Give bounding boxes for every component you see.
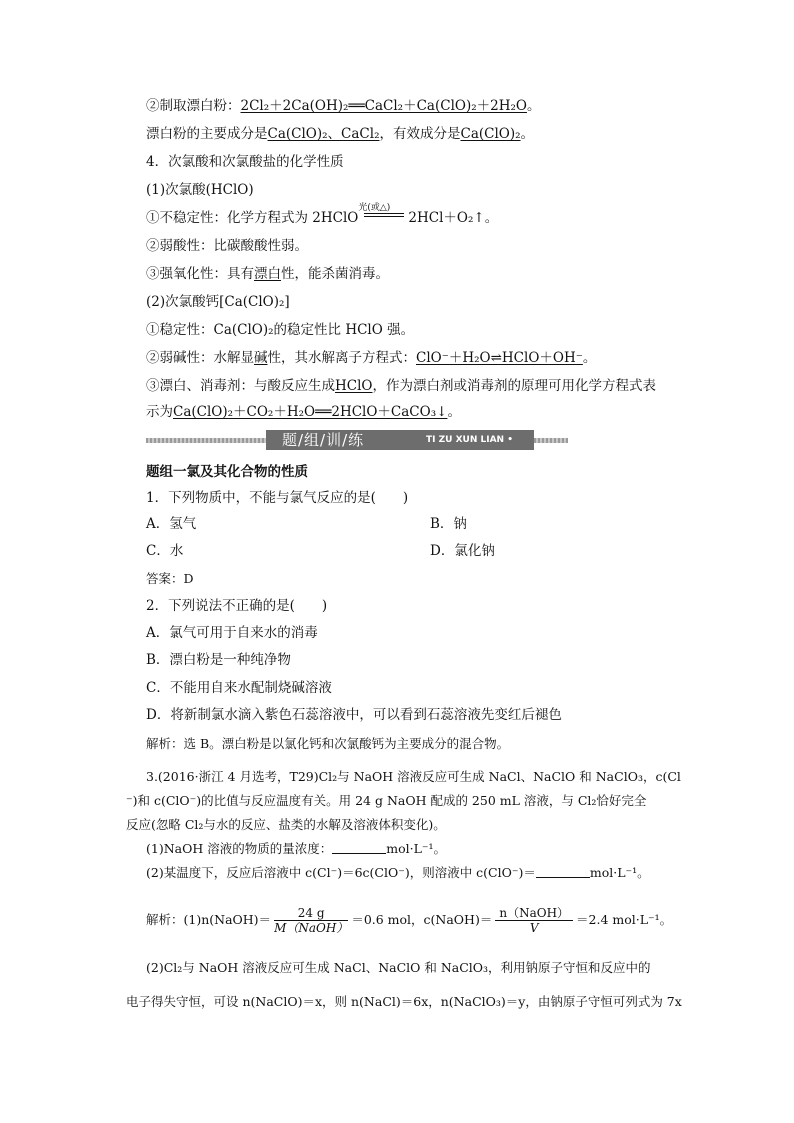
q1-option-d: D．氯化钠 <box>430 543 495 559</box>
exercise-banner <box>146 430 568 450</box>
hclo-instability-line: ①不稳定性：化学方程式为 2HClO 光(或△) 2HCl＋O₂↑。 <box>146 208 498 228</box>
q2-option-c: C．不能用自来水配制烧碱溶液 <box>146 680 332 696</box>
q1-option-a: A．氢气 <box>146 516 197 532</box>
caclo-weak-base-line: ②弱碱性：水解显碱性，其水解离子方程式：ClO⁻＋H₂O⇌HClO＋OH⁻。 <box>146 350 597 366</box>
q1-option-c: C．水 <box>146 543 184 559</box>
explanation-part-2-line-1: (2)Cl₂与 NaOH 溶液反应可生成 NaCl、NaClO 和 NaClO₃，利用钠原子守恒和反应中的 <box>146 960 651 975</box>
bleach-equation: 2Cl₂＋2Ca(OH)₂══CaCl₂＋Ca(ClO)₂＋2H₂O <box>240 98 527 114</box>
fraction-n-over-m: $\frac{24 g}{\text{M（NaOH）}}$ <box>274 906 349 935</box>
q1-option-b: B．钠 <box>430 516 467 532</box>
answer-blank-1[interactable] <box>332 841 386 854</box>
q1-answer: 答案：D <box>146 571 194 586</box>
bleach-prep-line: ②制取漂白粉：2Cl₂＋2Ca(OH)₂══CaCl₂＋Ca(ClO)₂＋2H₂O。 <box>146 98 541 114</box>
question-3-line-3: 反应(忽略 Cl₂与水的反应、盐类的水解及溶液体积变化)。 <box>126 817 446 832</box>
caclo-heading: (2)次氯酸钙[Ca(ClO)₂] <box>146 294 290 310</box>
caclo-disinfectant-equation-line: 示为Ca(ClO)₂＋CO₂＋H₂O══2HClO＋CaCO₃↓。 <box>146 404 461 420</box>
q2-option-a: A．氯气可用于自来水的消毒 <box>146 625 318 641</box>
answer-blank-2[interactable] <box>536 865 590 878</box>
section-heading-4: 4．次氯酸和次氯酸盐的化学性质 <box>146 154 344 170</box>
explanation-part-1: 解析：(1)n(NaOH)＝ $\frac{24 g}{\text{M（NaOH）}}$ ＝0.6 mol，c(NaOH)＝ $\frac{\text{n（NaOH）}}{V}$ ＝2.4 mol·L⁻¹。 <box>146 906 673 935</box>
reaction-condition: 光(或△) <box>358 203 391 213</box>
question-2: 2．下列说法不正确的是( ) <box>146 598 328 614</box>
question-3-source: 3.(2016·浙江 4 月选考，T29) <box>146 769 319 784</box>
banner-subtitle: TI ZU XUN LIAN • <box>426 435 513 445</box>
hclo-heading: (1)次氯酸(HClO) <box>146 182 254 198</box>
q2-option-b: B．漂白粉是一种纯净物 <box>146 652 291 668</box>
exercise-group-heading: 题组一氯及其化合物的性质 <box>146 464 308 480</box>
question-3-line-1: 3.(2016·浙江 4 月选考，T29)Cl₂与 NaOH 溶液反应可生成 NaCl、NaClO 和 NaClO₃，c(Cl <box>146 769 681 784</box>
hclo-oxidizing-line: ③强氧化性：具有漂白性，能杀菌消毒。 <box>146 266 389 282</box>
q2-option-d: D．将新制氯水滴入紫色石蕊溶液中，可以看到石蕊溶液先变红后褪色 <box>146 707 562 723</box>
question-3-line-2: ⁻)和 c(ClO⁻)的比值与反应温度有关。用 24 g NaOH 配成的 250 mL 溶液，与 Cl₂恰好完全 <box>126 793 647 808</box>
explanation-part-2-line-2: 电子得失守恒，可设 n(NaClO)＝x，则 n(NaCl)＝6x，n(NaClO₃)＝y，由钠原子守恒可列式为 7x <box>126 994 682 1009</box>
caclo-stability-line: ①稳定性：Ca(ClO)₂的稳定性比 HClO 强。 <box>146 322 415 338</box>
question-1: 1．下列物质中，不能与氯气反应的是( ) <box>146 490 409 506</box>
bleach-composition-line: 漂白粉的主要成分是Ca(ClO)₂、CaCl₂，有效成分是Ca(ClO)₂。 <box>146 126 535 142</box>
caclo-disinfectant-line: ③漂白、消毒剂：与酸反应生成HClO，作为漂白剂或消毒剂的原理可用化学方程式表 <box>146 378 656 394</box>
hclo-weak-acid-line: ②弱酸性：比碳酸酸性弱。 <box>146 238 308 254</box>
fraction-n-over-v: $\frac{\text{n（NaOH）}}{V}$ <box>495 906 573 935</box>
question-3-part-1: (1)NaOH 溶液的物质的量浓度： mol·L⁻¹。 <box>146 841 446 856</box>
banner-title: 题/组/训/练 <box>282 431 365 449</box>
q2-explanation: 解析：选 B。漂白粉是以氯化钙和次氯酸钙为主要成分的混合物。 <box>146 736 510 751</box>
question-3-part-2: (2)某温度下，反应后溶液中 c(Cl⁻)＝6c(ClO⁻)，则溶液中 c(ClO⁻)＝ mol·L⁻¹。 <box>146 865 650 880</box>
